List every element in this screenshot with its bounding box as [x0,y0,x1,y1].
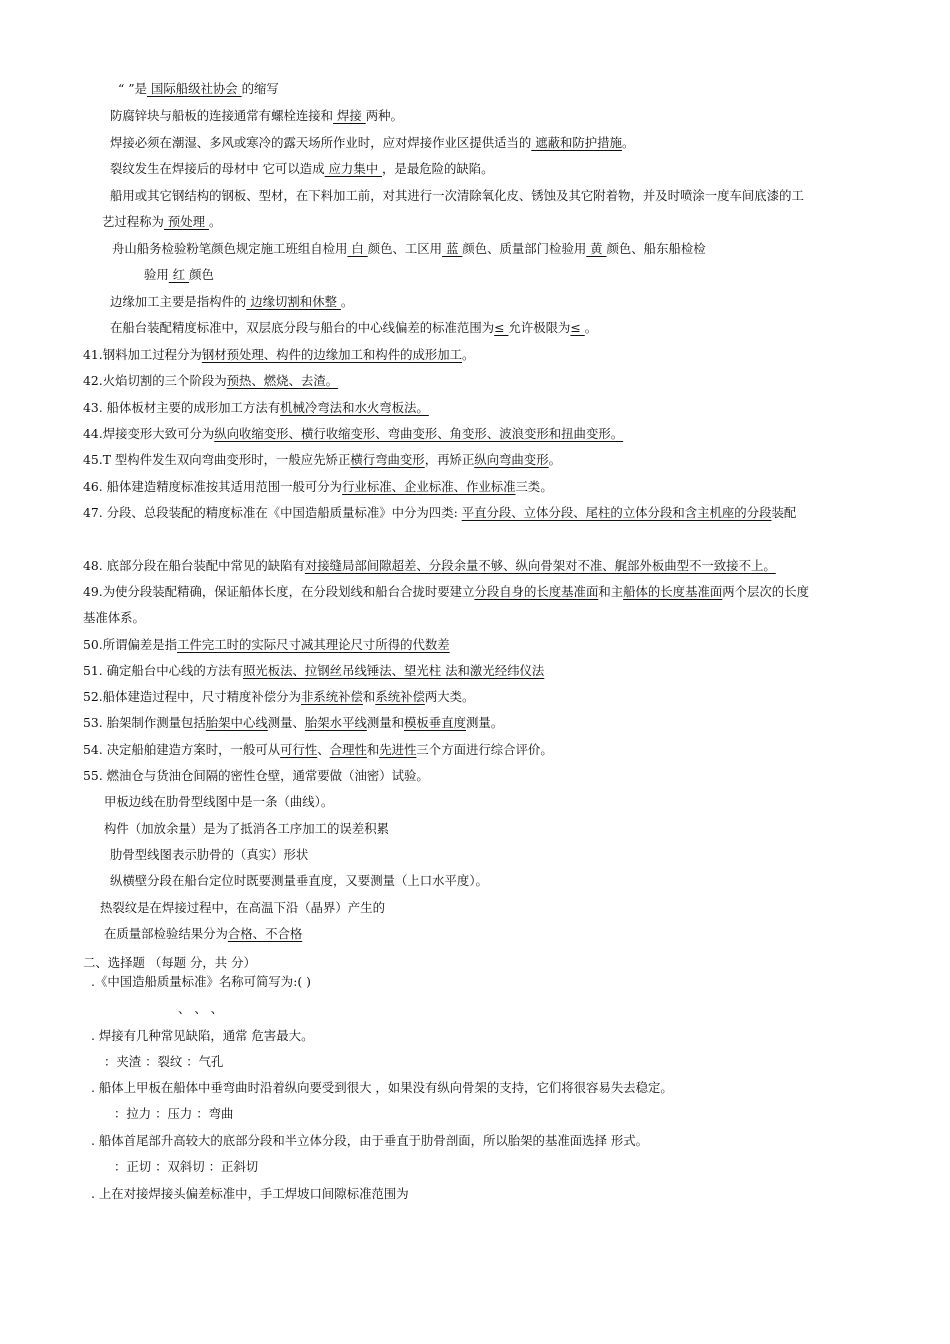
extra-line-4 [110,872,488,890]
text: 44.焊接变形大致可分为 [83,426,215,441]
answer: ≤ [570,320,585,335]
answer: 照光板法、拉钢丝吊线锤法、望光柱 法和激光经纬仪法 [242,663,545,678]
answer: 黄 [586,241,607,256]
text: ，再矫正 [424,452,475,467]
fill-line-3 [110,134,634,152]
choice-question-2 [91,1027,313,1045]
text: 的缩写 [241,81,279,96]
question-49-cont [83,609,145,627]
text: 45.T 型构件发生双向弯曲变形时，一般应先矫正 [83,452,351,467]
answer: 分段自身的长度基准面 [474,584,599,599]
text: 51. 确定船台中心线的方法有 [83,663,243,678]
text: 48. 底部分段在船台装配中常见的缺陷有 [83,558,305,573]
answer: 纵向收缩变形、横行收缩变形、弯曲变形、角变形、波浪变形和扭曲变形。 [214,426,624,441]
answer: 系统补偿 [375,689,425,704]
text: 、 、 、 [178,1001,224,1016]
fill-line-4 [110,160,494,178]
text: 53. 胎架制作测量包括 [83,715,206,730]
text: 和 [362,689,376,704]
question-50 [83,636,450,654]
choice-question-1 [91,973,311,991]
text: 纵横壁分段在船台定位时既要测量垂直度，又要测量（上口水平度）。 [110,873,488,888]
text: 、 [317,742,330,757]
question-49 [83,583,809,601]
text: 测量和 [366,715,405,730]
question-53 [83,714,503,732]
text: ：夹渣 ：裂纹 ：气孔 [104,1054,224,1069]
text: .《中国造船质量标准》名称可简写为:( ) [91,974,311,989]
answer: 胎架中心线 [205,715,268,730]
choice-question-3-options [114,1105,233,1123]
text: 。 [584,320,598,335]
text: 颜色、工区用 [367,241,443,256]
text: 。 [209,214,222,229]
text: 和主 [598,584,624,599]
text: 裂纹发生在焊接后的母材中 它可以造成 [110,161,325,176]
text: 两大类。 [424,689,475,704]
question-48 [83,557,776,575]
text: 二、选择题 （每题 分，共 分） [83,955,256,970]
answer: 对接缝局部间隙超差、分段余量不够、纵向骨架对不准、艉部外板曲型不一致接不上。 [304,558,776,573]
answer: ≤ [494,320,509,335]
answer: 先进性 [379,742,417,757]
fill-line-6 [102,213,221,231]
fill-line-2 [110,107,403,125]
text: 测量、 [267,715,305,730]
answer: 焊接 [333,108,366,123]
text: ：拉力 ：压力 ：弯曲 [114,1106,234,1121]
text: 。 [462,347,475,362]
text: 55. 燃油仓与货油仓间隔的密性仓壁，通常要做（油密）试验。 [83,768,429,783]
text: 在船台装配精度标准中，双层底分段与船台的中心线偏差的标准范围为 [110,320,495,335]
text: 43. 船体板材主要的成形加工方法有 [83,400,281,415]
extra-line-6 [104,925,302,943]
extra-line-2 [104,820,389,838]
fill-line-1 [118,80,279,98]
text: ，是最危险的缺陷。 [382,161,494,176]
choice-question-3 [91,1079,673,1097]
text: 52.船体建造过程中，尺寸精度补偿分为 [83,689,301,704]
choice-question-5 [91,1185,409,1203]
question-55 [83,767,429,785]
text: ：正切 ：双斜切 ：正斜切 [114,1159,259,1174]
text: 装配 [771,505,797,520]
text: 舟山船务检验粉笔颜色规定施工班组自检用 [112,241,348,256]
text: 焊接必须在潮湿、多风或寒冷的露天场所作业时，应对焊接作业区提供适当的 [110,135,532,150]
choice-section-heading [83,954,256,972]
answer: 模板垂直度 [404,715,466,730]
question-46 [83,478,553,496]
text: 三类。 [515,479,553,494]
fill-line-5 [110,187,804,205]
answer: 机械冷弯法和水火弯板法。 [280,400,429,415]
text: . 焊接有几种常见缺陷，通常 危害最大。 [91,1028,314,1043]
text: 两种。 [365,108,403,123]
answer: 可行性 [280,742,318,757]
answer: 钢材预处理、构件的边缘加工和构件的成形加工 [201,347,463,362]
text: 颜色、船东船检检 [606,241,706,256]
answer: 应力集中 [324,161,383,176]
question-51 [83,662,544,680]
answer: 合理性 [329,742,367,757]
answer: 国际船级社协会 [147,81,242,96]
text: 三个方面进行综合评价。 [416,742,553,757]
answer: 边缘切割和休整 [246,294,341,309]
choice-question-4 [91,1132,648,1150]
text: 验用 [144,267,169,282]
question-52 [83,688,474,706]
answer: 行业标准、企业标准、作业标准 [342,479,516,494]
text: 构件（加放余量）是为了抵消各工序加工的误差积累 [104,821,389,836]
text: 49.为使分段装配精确，保证船体长度，在分段划线和船台合拢时要建立 [83,584,475,599]
text: 。 [621,135,635,150]
text: 测量。 [465,715,504,730]
choice-question-2-options [104,1053,223,1071]
question-47 [83,504,796,522]
answer: 非系统补偿 [300,689,363,704]
text: 颜色、质量部门检验用 [462,241,587,256]
text: 热裂纹是在焊接过程中，在高温下沿（晶界）产生的 [100,900,385,915]
question-54 [83,741,553,759]
text: 艺过程称为 [102,214,164,229]
text: 42.火焰切割的三个阶段为 [83,373,227,388]
text: . 船体首尾部升高较大的底部分段和半立体分段，由于垂直于肋骨剖面，所以胎架的基准面选择 形式。 [91,1133,649,1148]
text: 41.钢料加工过程分为 [83,347,202,362]
text: 允许极限为 [508,320,571,335]
answer: 预处理 [163,214,210,229]
text: . 船体上甲板在船体中垂弯曲时沿着纵向要受到很大 ，如果没有纵向骨架的支持，它们将很容易失去稳定。 [91,1080,673,1095]
text: “ ”是 [118,81,147,96]
text: 和 [366,742,380,757]
fill-line-7 [112,240,706,258]
answer: 平直分段、立体分段、尾柱的立体分段和含主机座的分段 [461,505,772,520]
text: 46. 船体建造精度标准按其适用范围一般可分为 [83,479,343,494]
fill-line-9 [110,293,353,311]
extra-line-3 [110,846,308,864]
answer: 合格、不合格 [227,926,303,941]
text: 防腐锌块与船板的连接通常有螺栓连接和 [110,108,334,123]
text: . 上在对接焊接头偏差标准中，手工焊坡口间隙标准范围为 [91,1186,409,1201]
text: 两个层次的长度 [722,584,809,599]
question-42 [83,372,338,390]
answer: 船体的长度基准面 [623,584,723,599]
choice-question-1-options [178,1000,223,1018]
answer: 预热、燃烧、去渣。 [226,373,339,388]
extra-line-1 [104,793,333,811]
question-45 [83,451,561,469]
text: 边缘加工主要是指构件的 [110,294,247,309]
text: 甲板边线在肋骨型线图中是一条（曲线）。 [104,794,334,809]
text: 在质量部检验结果分为 [104,926,228,941]
text: 基准体系。 [83,610,145,625]
answer: 纵向弯曲变形 [474,452,549,467]
fill-line-10 [110,319,597,337]
answer: 白 [347,241,368,256]
question-43 [83,399,429,417]
answer: 遮蔽和防护措施 [531,135,622,150]
text: 。 [340,294,354,309]
extra-line-5 [100,899,385,917]
text: 颜色 [189,267,214,282]
text: 50.所谓偏差是指 [83,637,178,652]
text: 船用或其它钢结构的钢板、型材，在下料加工前，对其进行一次清除氧化皮、锈蚀及其它附着物，并及时喷涂一度车间底漆的工 [110,188,804,203]
question-44 [83,425,623,443]
answer: 横行弯曲变形 [350,452,425,467]
answer: 红 [168,267,190,282]
text: 54. 决定船舶建造方案时，一般可从 [83,742,281,757]
text: 。 [548,452,561,467]
answer: 胎架水平线 [304,715,367,730]
text: 肋骨型线图表示肋骨的（真实）形状 [110,847,309,862]
answer: 蓝 [442,241,463,256]
text: 47. 分段、总段装配的精度标准在《中国造船质量标准》中分为四类: [83,505,462,520]
answer: 工件完工时的实际尺寸减其理论尺寸所得的代数差 [177,637,450,652]
choice-question-4-options [114,1158,258,1176]
question-41 [83,346,474,364]
fill-line-8 [144,266,214,284]
